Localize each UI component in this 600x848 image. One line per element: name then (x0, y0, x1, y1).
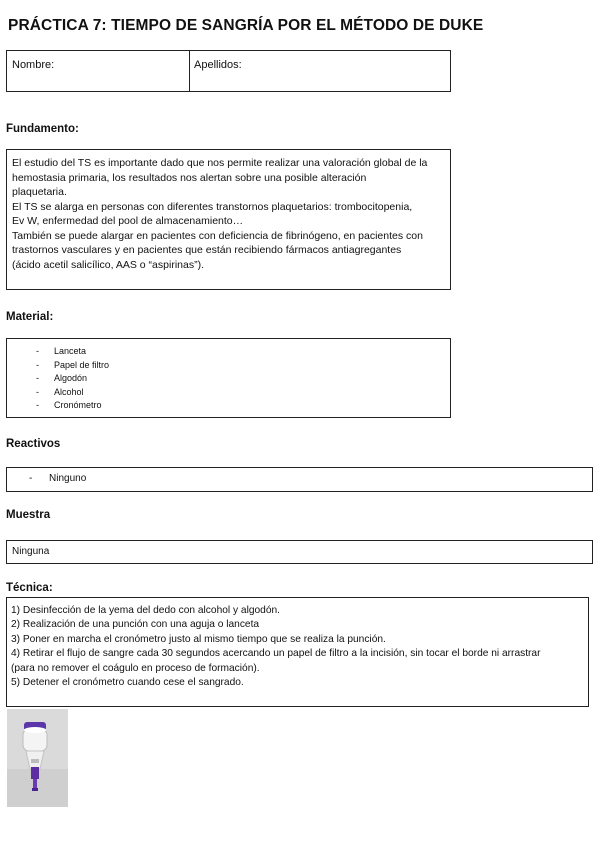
lancet-photo (7, 709, 68, 807)
reactivos-box (6, 467, 593, 492)
material-box (6, 338, 451, 418)
reactivos-heading: Reactivos (6, 438, 61, 450)
fundamento-line: Ev W, enfermedad del pool de almacenamiento… (12, 215, 244, 227)
tecnica-step: (para no remover el coágulo en proceso de formación). (11, 662, 260, 674)
material-item: - Papel de filtro (36, 359, 450, 373)
muestra-heading: Muestra (6, 509, 51, 521)
material-item: - Cronómetro (36, 399, 450, 413)
tecnica-box (6, 597, 589, 707)
fundamento-line: El TS se alarga en personas con diferentes transtornos plaquetarios: trombocitopenia, (12, 200, 413, 213)
name-label: Nombre: (12, 59, 55, 71)
fundamento-box (6, 149, 451, 290)
tecnica-heading: Técnica: (6, 582, 53, 594)
reactivos-item: Ninguno (49, 473, 87, 484)
tecnica-step: 1) Desinfección de la yema del dedo con alcohol y algodón. (11, 605, 281, 616)
fundamento-line: plaquetaria. (12, 186, 67, 198)
fundamento-line: El estudio del TS es importante dado que nos permite realizar una valoración global de la (12, 157, 428, 169)
surname-cell[interactable] (190, 51, 450, 91)
surname-label: Apellidos: (194, 59, 242, 71)
page-title: PRÁCTICA 7: TIEMPO DE SANGRÍA POR EL MÉTODO DE DUKE (8, 17, 484, 34)
reactivos-dash: - (29, 473, 33, 484)
material-item: - Lanceta (36, 345, 450, 359)
fundamento-heading: Fundamento: (6, 123, 79, 135)
material-list (36, 345, 450, 413)
tecnica-text (11, 604, 588, 690)
fundamento-line: También se puede alargar en pacientes con deficiencia de fibrinógeno, en pacientes con (12, 229, 423, 242)
fundamento-text (12, 156, 450, 272)
fundamento-line: (ácido acetil salicílico, AAS o “aspirinas”). (12, 258, 204, 271)
name-cell[interactable] (7, 51, 190, 91)
muestra-value: Ninguna (12, 546, 50, 557)
material-item: - Alcohol (36, 386, 450, 400)
fundamento-line: hemostasia primaria, los resultados nos alertan sobre una posible alteración (12, 171, 367, 184)
fundamento-line: trastornos vasculares y en pacientes que están recibiendo fármacos antiagregantes (12, 244, 402, 256)
tecnica-step: 4) Retirar el flujo de sangre cada 30 segundos acercando un papel de filtro a la incisión, sin tocar el borde ni arrastrar (11, 648, 541, 660)
tecnica-step: 2) Realización de una punción con una aguja o lanceta (11, 619, 260, 631)
material-item: - Algodón (36, 372, 450, 386)
student-info-box (6, 50, 451, 92)
tecnica-step: 3) Poner en marcha el cronómetro justo al mismo tiempo que se realiza la punción. (11, 633, 386, 645)
tecnica-step: 5) Detener el cronómetro cuando cese el sangrado. (11, 677, 244, 689)
material-heading: Material: (6, 311, 54, 323)
lancet-illustration (7, 709, 68, 807)
muestra-box (6, 540, 593, 564)
